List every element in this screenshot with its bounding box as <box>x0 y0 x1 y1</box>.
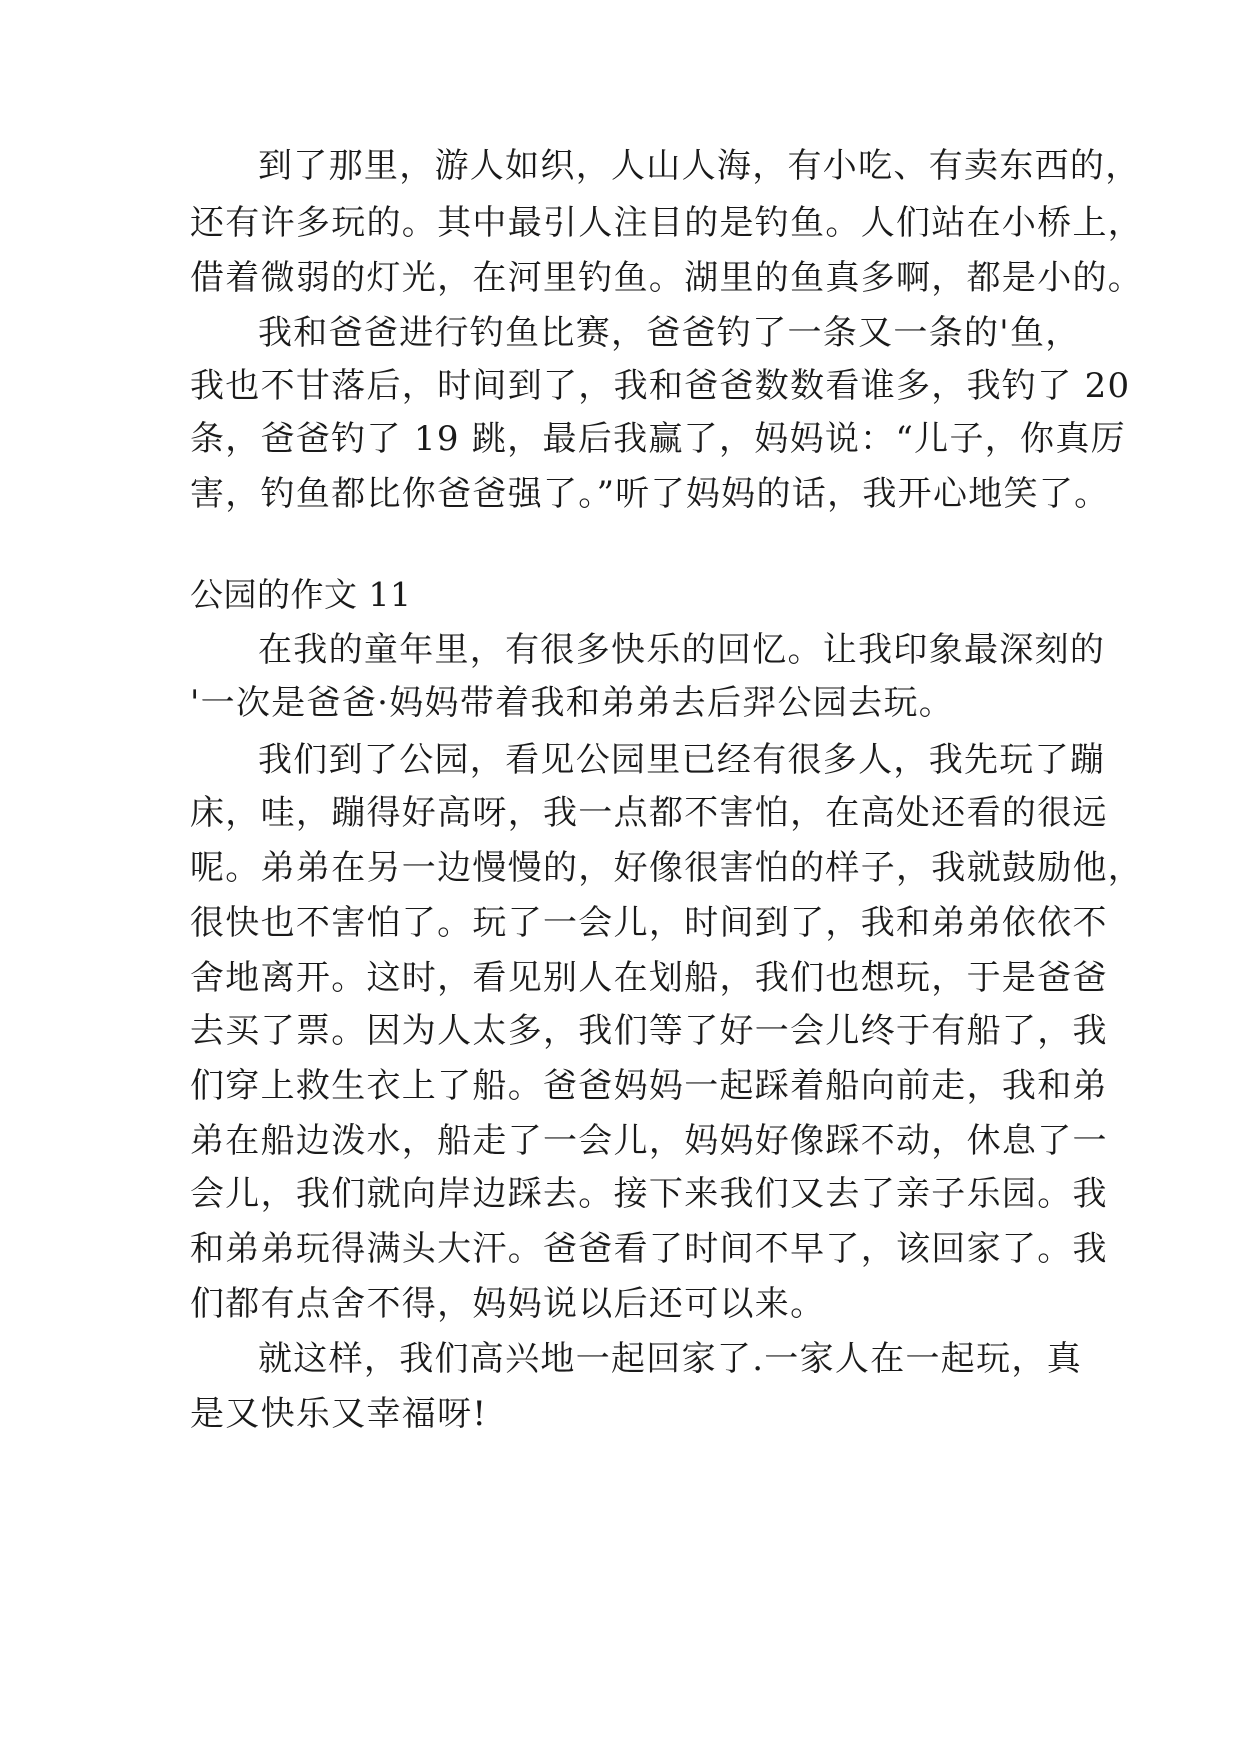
paragraph-line: 害，钓鱼都比你爸爸强了。”听了妈妈的话，我开心地笑了。 <box>190 474 1110 514</box>
paragraph-line: 们穿上救生衣上了船。爸爸妈妈一起踩着船向前走，我和弟 <box>190 1066 1108 1106</box>
paragraph-line: 呢。弟弟在另一边慢慢的，好像很害怕的样子，我就鼓励他， <box>190 848 1144 888</box>
paragraph-line: 我和爸爸进行钓鱼比赛，爸爸钓了一条又一条的'鱼， <box>258 313 1081 353</box>
paragraph-line: 去买了票。因为人太多，我们等了好一会儿终于有船了，我 <box>190 1011 1108 1051</box>
paragraph-line: 是又快乐又幸福呀! <box>190 1394 488 1434</box>
paragraph-line: 弟在船边泼水，船走了一会儿，妈妈好像踩不动，休息了一 <box>190 1121 1108 1161</box>
paragraph-line: 会儿，我们就向岸边踩去。接下来我们又去了亲子乐园。我 <box>190 1174 1108 1214</box>
paragraph-line: 到了那里，游人如织，人山人海，有小吃、有卖东西的， <box>258 146 1141 186</box>
paragraph-line: 们都有点舍不得，妈妈说以后还可以来。 <box>190 1284 826 1324</box>
paragraph-line: 床，哇，蹦得好高呀，我一点都不害怕，在高处还看的很远 <box>190 793 1108 833</box>
paragraph-line: 舍地离开。这时，看见别人在划船，我们也想玩，于是爸爸 <box>190 958 1108 998</box>
paragraph-line: 很快也不害怕了。玩了一会儿，时间到了，我和弟弟依依不 <box>190 903 1108 943</box>
paragraph-line: 我们到了公园，看见公园里已经有很多人，我先玩了蹦 <box>258 740 1106 780</box>
section-title: 公园的作文 11 <box>190 575 412 614</box>
paragraph-line: 我也不甘落后，时间到了，我和爸爸数数看谁多，我钓了 20 <box>190 366 1131 406</box>
paragraph-line: 还有许多玩的。其中最引人注目的是钓鱼。人们站在小桥上， <box>190 203 1144 243</box>
paragraph-line: '一次是爸爸·妈妈带着我和弟弟去后羿公园去玩。 <box>190 683 955 723</box>
paragraph-line: 借着微弱的灯光，在河里钓鱼。湖里的鱼真多啊，都是小的。 <box>190 258 1144 298</box>
paragraph-line: 在我的童年里，有很多快乐的回忆。让我印象最深刻的 <box>258 630 1106 670</box>
paragraph-line: 就这样，我们高兴地一起回家了.一家人在一起玩，真 <box>258 1339 1083 1379</box>
paragraph-line: 和弟弟玩得满头大汗。爸爸看了时间不早了，该回家了。我 <box>190 1229 1108 1269</box>
paragraph-line: 条，爸爸钓了 19 跳，最后我赢了，妈妈说：“儿子，你真厉 <box>190 419 1126 459</box>
